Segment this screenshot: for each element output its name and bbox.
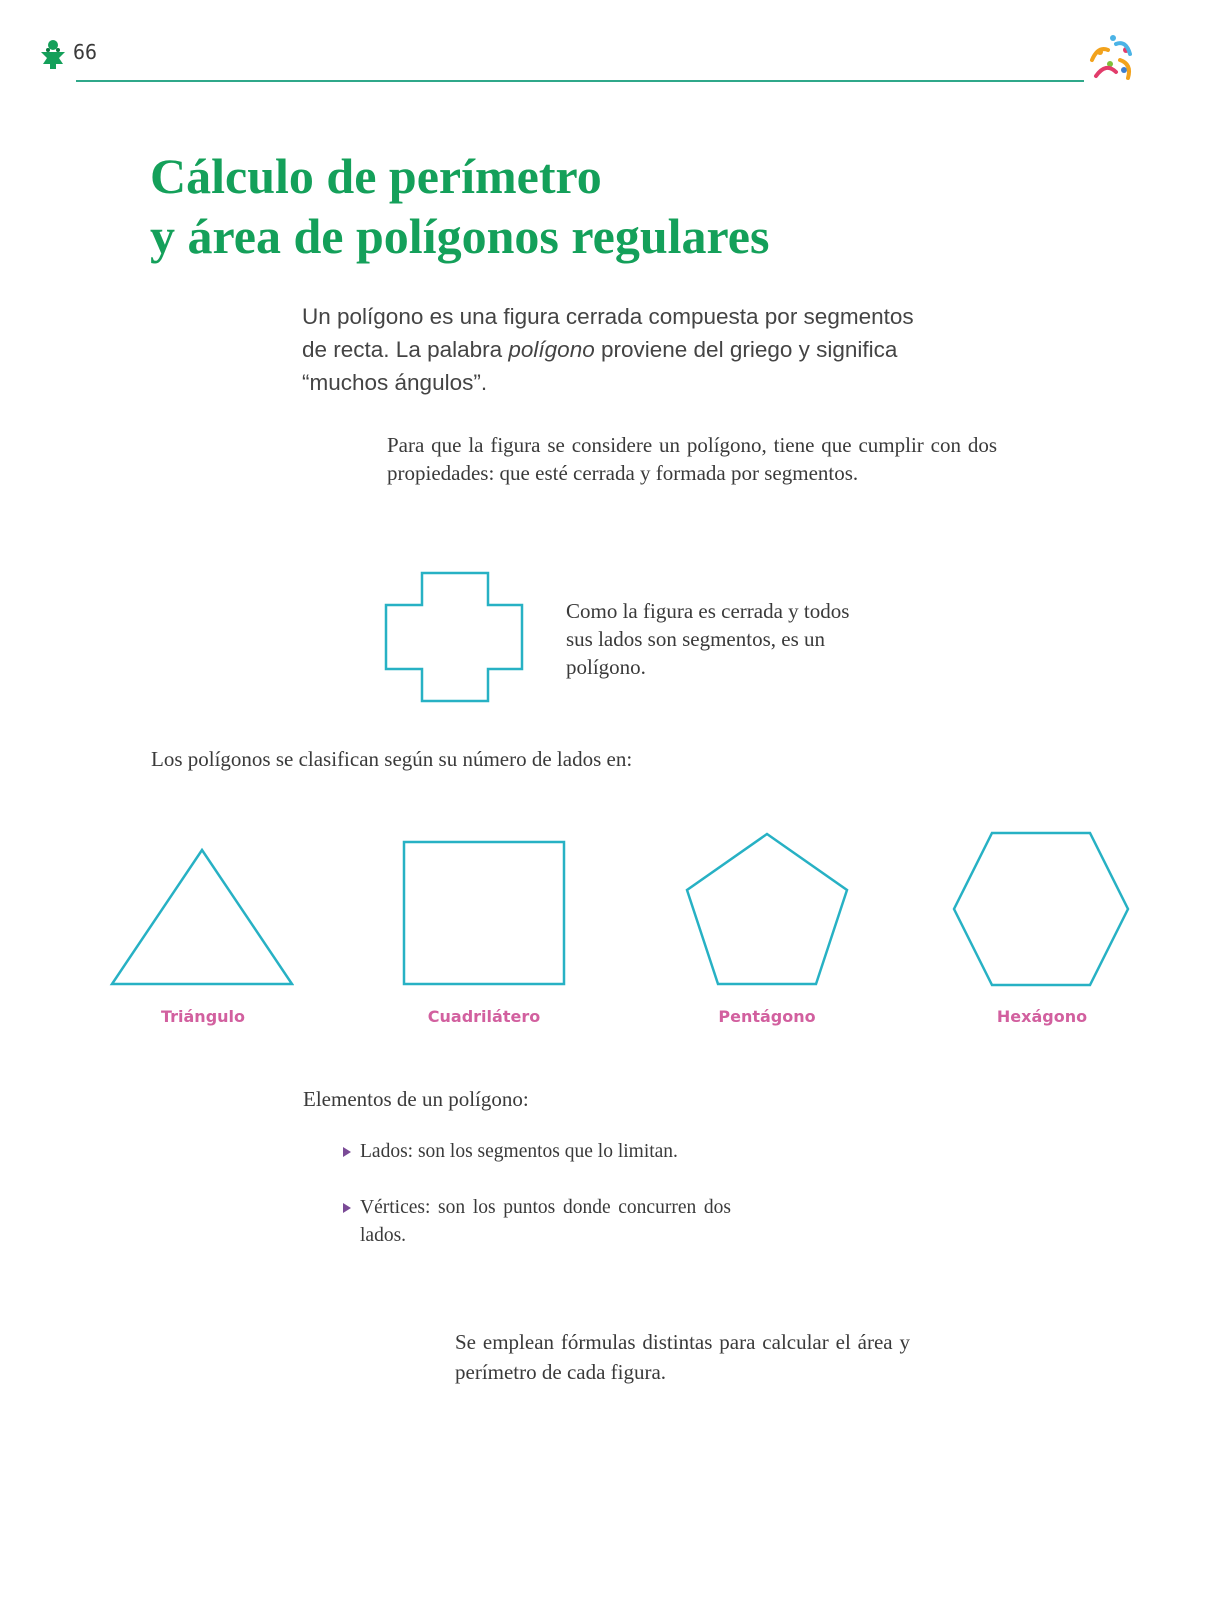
triangle-bullet-icon (343, 1147, 351, 1157)
square-shape (402, 840, 566, 988)
title-line-2: y área de polígonos regulares (150, 208, 770, 264)
triangle-shape (108, 846, 294, 988)
intro-paragraph (302, 300, 922, 399)
triangle-label: Triángulo (160, 1007, 246, 1026)
intro-emphasis: polígono (508, 337, 595, 362)
elements-list (341, 1138, 731, 1278)
colorful-figures-logo-icon (1086, 32, 1140, 84)
list-item-text: Vértices: son los puntos donde concurren dos lados. (360, 1197, 731, 1246)
intro-text-part1: Un polígono es una figura cerrada compuesta por segmentos de recta. La palabra (302, 304, 914, 362)
tree-figure-icon (38, 38, 68, 70)
hexagon-label: Hexágono (996, 1007, 1088, 1026)
header-rule (76, 80, 1084, 82)
list-item (341, 1138, 731, 1166)
list-item (341, 1194, 731, 1250)
triangle-bullet-icon (343, 1203, 351, 1213)
title-line-1: Cálculo de perímetro (150, 148, 602, 204)
cross-caption: Como la figura es cerrada y todos sus lados son segmentos, es un polígono. (566, 599, 850, 679)
list-item-text: Lados: son los segmentos que lo limitan. (360, 1141, 678, 1162)
page-number: 66 (73, 40, 98, 64)
page-title (150, 146, 1050, 266)
pentagon-shape (684, 832, 850, 988)
pentagon-label: Pentágono (718, 1007, 816, 1026)
cross-polygon-icon (384, 571, 524, 703)
closing-paragraph: Se emplean fórmulas distintas para calcular el área y perímetro de cada figura. (455, 1330, 910, 1384)
properties-paragraph: Para que la figura se considere un polígono, tiene que cumplir con dos propiedades: que esté cerrada y formada por segmentos. (387, 433, 997, 485)
classification-text: Los polígonos se clasifican según su número de lados en: (151, 747, 633, 771)
elements-heading: Elementos de un polígono: (303, 1087, 529, 1111)
hexagon-shape (952, 830, 1130, 988)
square-label: Cuadrilátero (427, 1007, 541, 1026)
intro-text-part2: proviene del griego y significa “muchos ángulos”. (302, 337, 898, 395)
